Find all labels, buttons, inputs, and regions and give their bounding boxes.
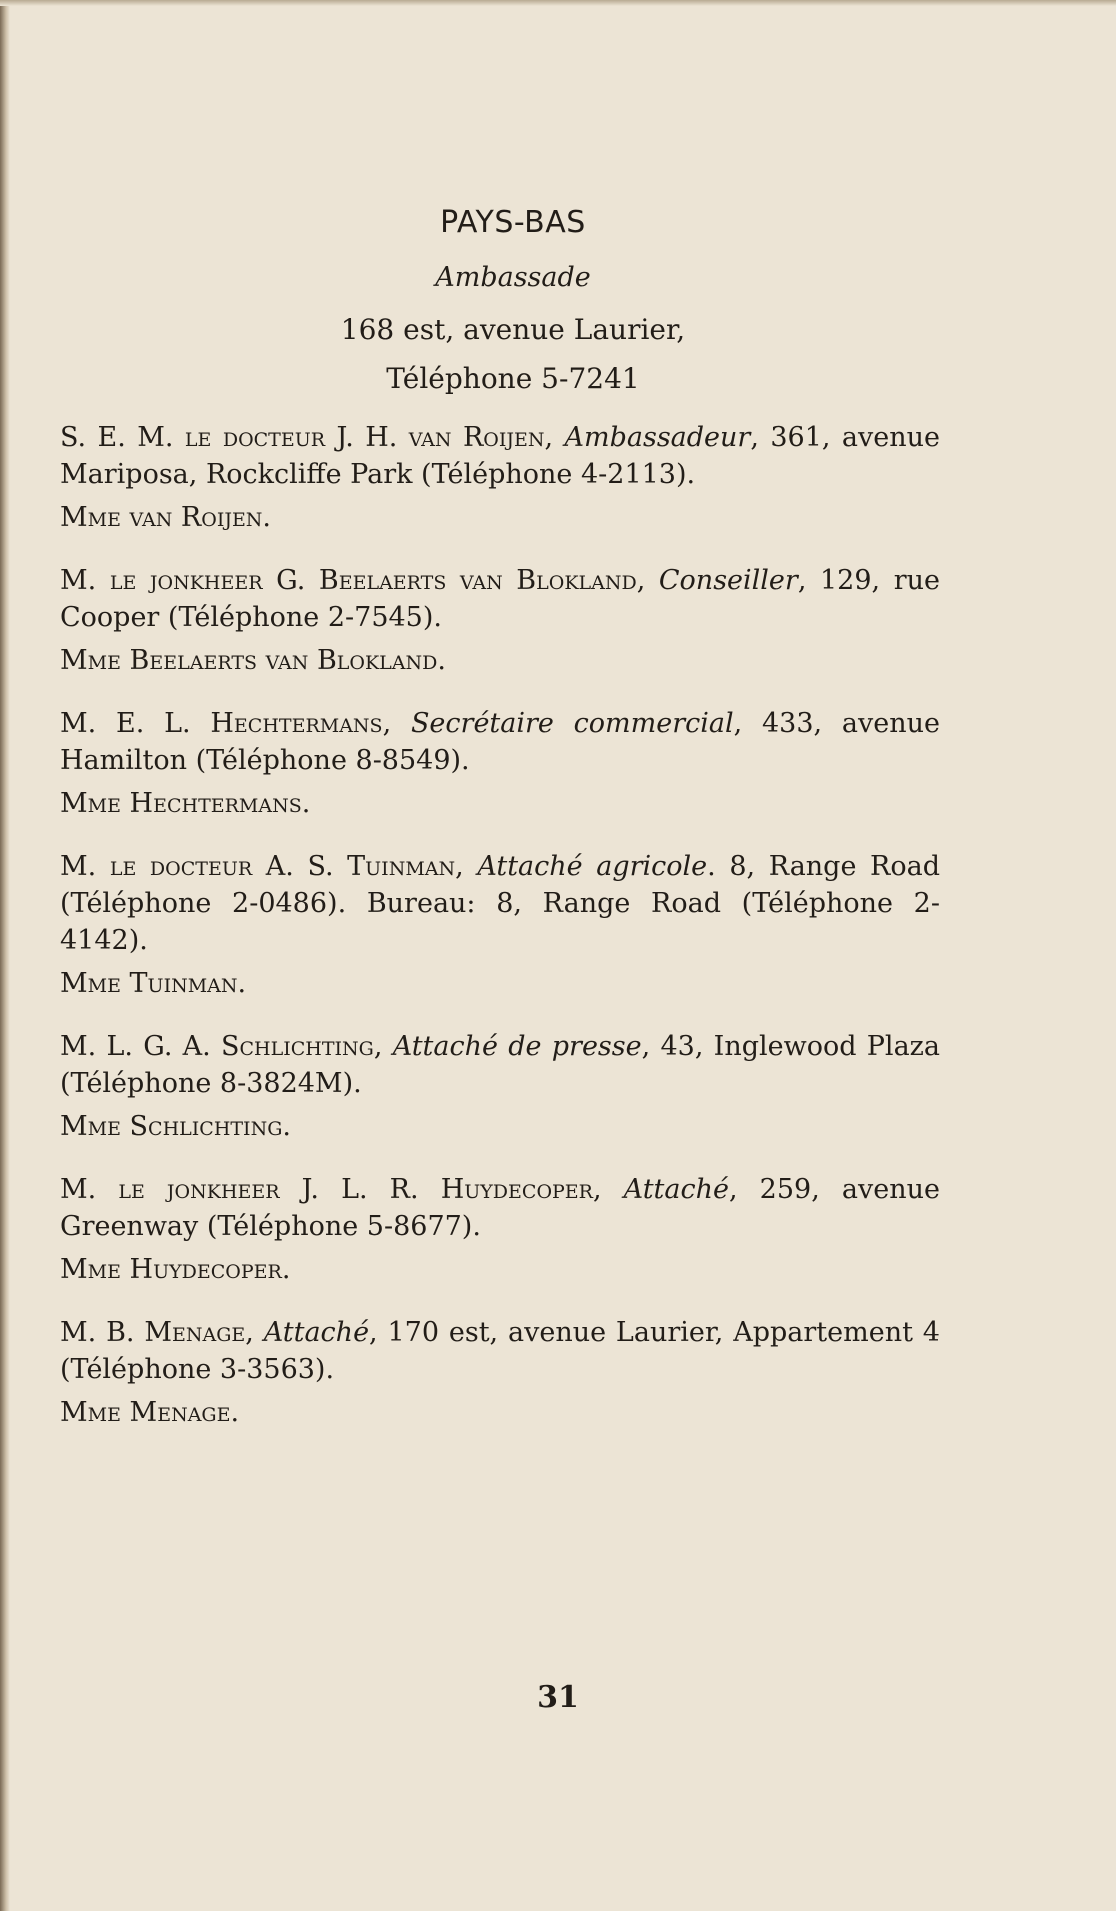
entry-name: le jonkheer J. L. R. Huydecoper	[118, 1174, 593, 1205]
entry-spouse: Mme Huydecoper.	[60, 1254, 291, 1285]
staff-list	[60, 419, 940, 1431]
entry-title: Secrétaire commercial	[410, 708, 734, 739]
staff-entry	[60, 1171, 940, 1288]
staff-entry	[60, 848, 940, 1002]
entry-address: 43, Inglewood Plaza (Téléphone 8-3824M).	[60, 1031, 940, 1099]
entry-title: Ambassadeur	[564, 422, 751, 453]
staff-entry	[60, 419, 940, 536]
entry-name: le docteur J. H. van Roijen	[184, 422, 545, 453]
entry-spouse: Mme Menage.	[60, 1397, 240, 1428]
entry-prefix: S. E. M.	[60, 422, 174, 453]
entry-name: le jonkheer G. Beelaerts van Blokland	[109, 565, 637, 596]
entry-spouse: Mme Schlichting.	[60, 1111, 291, 1142]
entry-details: M. L. G. A. Schlichting, Attaché de presse, 43, Inglewood Plaza (Téléphone 8-3824M).	[60, 1031, 940, 1099]
country-heading: PAYS-BAS	[440, 205, 586, 240]
staff-entry	[60, 705, 940, 822]
page-number: 31	[537, 1680, 579, 1715]
page-content	[60, 205, 940, 1457]
entry-name: Hechtermans	[210, 708, 383, 739]
entry-address: 361, avenue Mariposa, Rockcliffe Park (Téléphone 4-2113).	[60, 422, 940, 490]
entry-details: M. le jonkheer G. Beelaerts van Blokland, Conseiller, 129, rue Cooper (Téléphone 2-7545).	[60, 565, 940, 633]
entry-spouse: Mme Tuinman.	[60, 968, 247, 999]
entry-spouse: Mme Beelaerts van Blokland.	[60, 645, 446, 676]
staff-entry	[60, 1314, 940, 1431]
staff-entry	[60, 1028, 940, 1145]
mission-address: 168 est, avenue Laurier,	[340, 313, 686, 346]
staff-entry	[60, 562, 940, 679]
mission-type: Ambassade	[435, 262, 591, 293]
entry-address: 259, avenue Greenway (Téléphone 5-8677).	[60, 1174, 940, 1242]
entry-prefix: M.	[60, 565, 97, 596]
entry-details: M. B. Menage, Attaché, 170 est, avenue Laurier, Appartement 4 (Téléphone 3-3563).	[60, 1317, 940, 1385]
entry-title: Attaché de presse	[392, 1031, 642, 1062]
entry-title: Attaché	[263, 1317, 370, 1348]
entry-title: Conseiller	[658, 565, 798, 596]
entry-details: S. E. M. le docteur J. H. van Roijen, Ambassadeur, 361, avenue Mariposa, Rockcliffe Park (Téléphone 4-2113).	[60, 422, 940, 490]
entry-address: 433, avenue Hamilton (Téléphone 8-8549).	[60, 708, 940, 776]
entry-prefix: M.	[60, 1174, 97, 1205]
entry-prefix: M. B.	[60, 1317, 135, 1348]
entry-title: Attaché agricole	[477, 851, 708, 882]
entry-spouse: Mme Hechtermans.	[60, 788, 311, 819]
entry-spouse: Mme van Roijen.	[60, 502, 272, 533]
entry-title: Attaché	[623, 1174, 729, 1205]
page-binding-edge	[0, 0, 10, 1911]
entry-address: 129, rue Cooper (Téléphone 2-7545).	[60, 565, 940, 633]
entry-prefix: M. L. G. A.	[60, 1031, 211, 1062]
mission-telephone: Téléphone 5-7241	[386, 362, 640, 395]
entry-name: Schlichting	[221, 1031, 374, 1062]
entry-name: le docteur A. S. Tuinman	[109, 851, 456, 882]
entry-name: Menage	[144, 1317, 246, 1348]
entry-details: M. le jonkheer J. L. R. Huydecoper, Attaché, 259, avenue Greenway (Téléphone 5-8677).	[60, 1174, 940, 1242]
entry-prefix: M. E. L.	[60, 708, 191, 739]
entry-address: 8, Range Road (Téléphone 2-0486). Bureau: 8, Range Road (Téléphone 2-4142).	[60, 851, 941, 956]
entry-prefix: M.	[60, 851, 97, 882]
entry-details: M. E. L. Hechtermans, Secrétaire commercial, 433, avenue Hamilton (Téléphone 8-8549).	[60, 708, 940, 776]
entry-address: 170 est, avenue Laurier, Appartement 4 (Téléphone 3-3563).	[60, 1317, 940, 1385]
page-top-shadow	[0, 0, 1116, 6]
entry-details: M. le docteur A. S. Tuinman, Attaché agricole. 8, Range Road (Téléphone 2-0486). Bureau: 8, Range Road (Téléphone 2-4142).	[60, 851, 941, 956]
